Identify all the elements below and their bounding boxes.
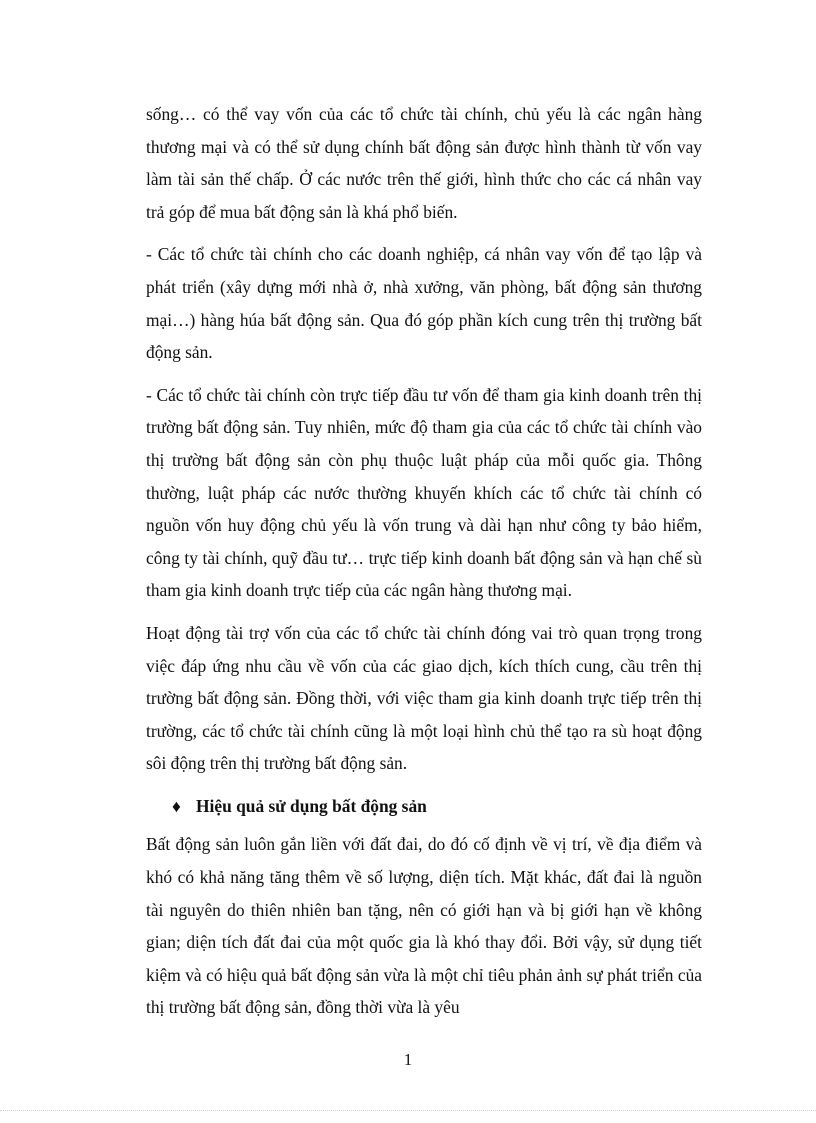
paragraph-direct-investment: - Các tổ chức tài chính còn trực tiếp đầu tư vốn để tham gia kinh doanh trên thị trường bất động sản. Tuy nhiên, mức độ tham gia của các tổ chức tài chính vào thị trường bất động sản còn phụ thuộc luật pháp của mỗi quốc gia. Thông thường, luật pháp các nước thường khuyến khích các tổ chức tài chính có nguồn vốn huy động chủ yếu là vốn trung và dài hạn như công ty bảo hiểm, công ty tài chính, quỹ đầu tư… trực tiếp kinh doanh bất động sản và hạn chế sù tham gia kinh doanh trực tiếp của các ngân hàng thương mại. (146, 384, 702, 601)
page-number: 1 (403, 1050, 413, 1069)
page-body (146, 98, 702, 1034)
section-heading-text: Hiệu quả sử dụng bất động sản (196, 795, 427, 816)
paragraph-intro-continuation: sống… có thể vay vốn của các tổ chức tài chính, chủ yếu là các ngân hàng thương mại và có thể sử dụng chính bất động sản được hình thành từ vốn vay làm tài sản thế chấp. Ở các nước trên thế giới, hình thức cho các cá nhân vay trả góp để mua bất động sản là khá phổ biến. (146, 104, 702, 222)
paragraph-lending-enterprises: - Các tổ chức tài chính cho các doanh nghiệp, cá nhân vay vốn để tạo lập và phát triển (xây dựng mới nhà ở, nhà xưởng, văn phòng, bất động sản thương mại…) hàng húa bất động sản. Qua đó góp phần kích cung trên thị trường bất động sản. (146, 244, 702, 363)
paragraph-financing-role: Hoạt động tài trợ vốn của các tổ chức tài chính đóng vai trò quan trọng trong việc đáp ứng nhu cầu về vốn của các giao dịch, kích thích cung, cầu trên thị trường bất động sản. Đồng thời, với việc tham gia kinh doanh trực tiếp trên thị trường, các tổ chức tài chính cũng là một loại hình chủ thể tạo ra sù hoạt động sôi động trên thị trường bất động sản. (146, 622, 702, 774)
paragraph-usage-efficiency: Bất động sản luôn gắn liền với đất đai, do đó cố định về vị trí, về địa điểm và khó có khả năng tăng thêm về số lượng, diện tích. Mặt khác, đất đai là nguồn tài nguyên do thiên nhiên ban tặng, nên có giới hạn và bị giới hạn về không gian; diện tích đất đai của một quốc gia là khó thay đổi. Bởi vậy, sử dụng tiết kiệm và có hiệu quả bất động sản vừa là một chỉ tiêu phản ảnh sự phát triển của thị trường bất động sản, đồng thời vừa là yêu (146, 834, 702, 1018)
diamond-bullet-icon: ♦ (172, 795, 181, 816)
page-bottom-edge (0, 1110, 816, 1111)
section-heading (146, 790, 702, 823)
